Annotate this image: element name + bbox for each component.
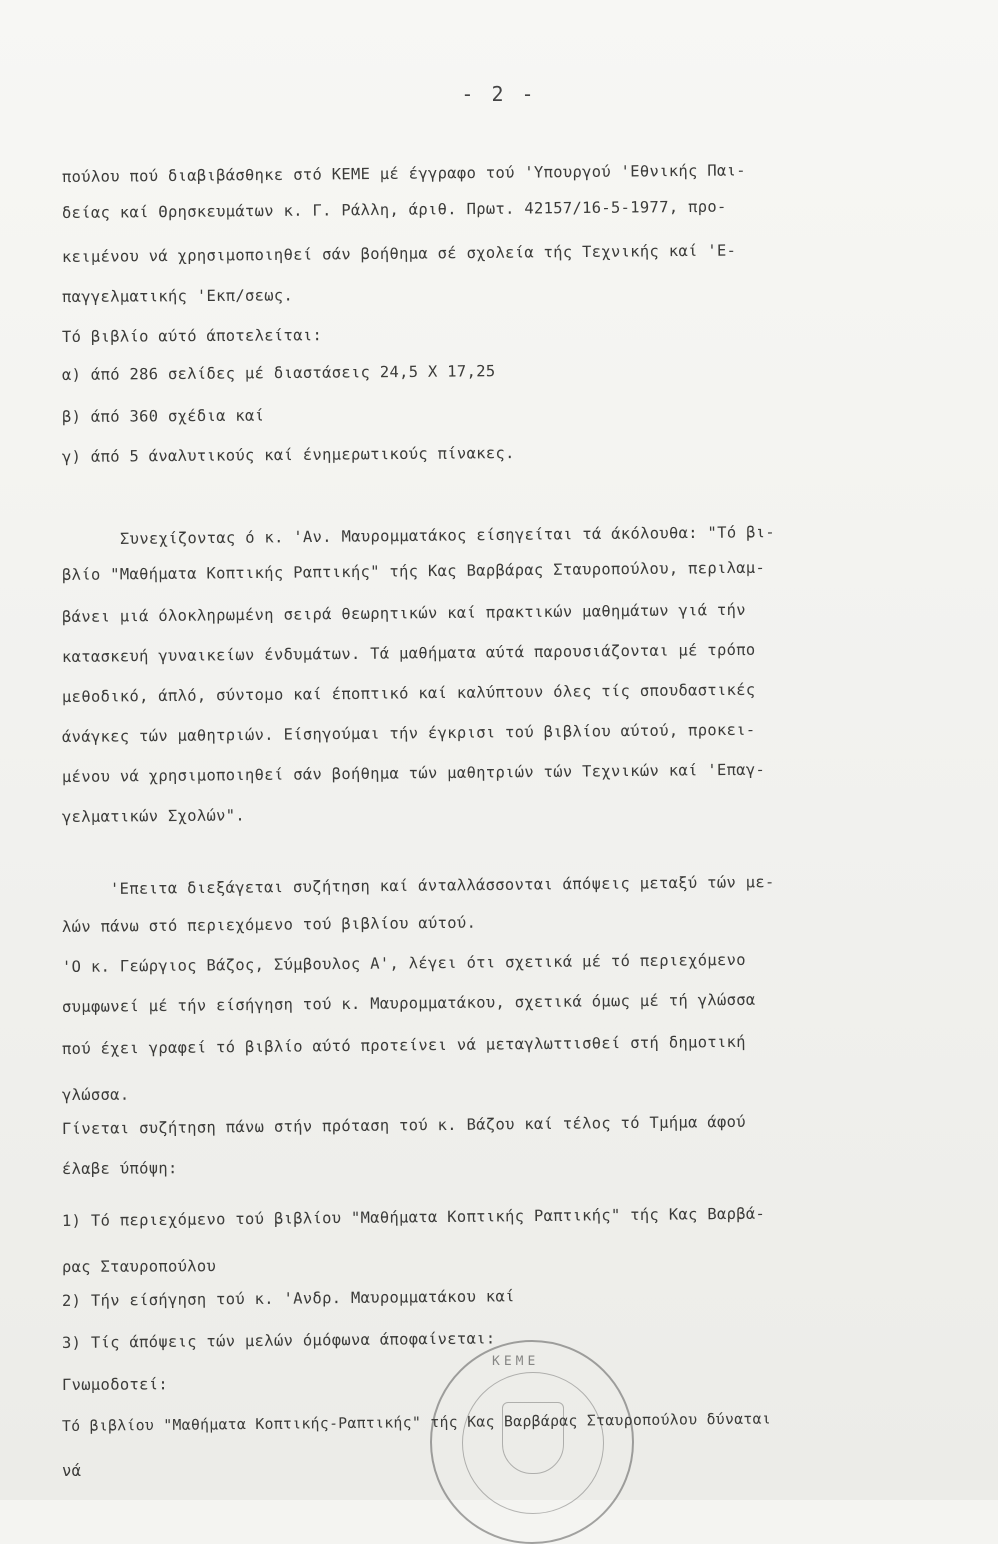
- text-line: ρας Σταυροπούλου: [61, 1257, 217, 1276]
- text-line: Συνεχίζοντας ό κ. 'Αν. Μαυρομματάκος είσηγείται τά άκόλουθα: "Τό βι-: [119, 523, 776, 548]
- text-line: β) άπό 360 σχέδια καί: [61, 406, 265, 426]
- page-number: - 2 -: [461, 82, 537, 106]
- text-line: 1) Τό περιεχόμενο τού βιβλίου "Μαθήματα Κοπτικής Ραπτικής" τής Κας Βαρβά-: [61, 1204, 766, 1230]
- text-line: 3) Τίς άπόψεις τών μελών όμόφωνα άποφαίνεται:: [61, 1329, 496, 1352]
- text-line: βλίο "Μαθήματα Κοπτικής Ραπτικής" τής Κας Βαρβάρας Σταυροπούλου, περιλαμ-: [61, 558, 766, 584]
- text-line: γλώσσα.: [61, 1085, 130, 1104]
- text-line: έλαβε ύπόψη:: [61, 1159, 178, 1178]
- stamp-emblem-icon: [502, 1402, 564, 1474]
- text-line: γελματικών Σχολών".: [61, 806, 246, 826]
- text-line: 2) Τήν είσήγηση τού κ. 'Ανδρ. Μαυρομματάκου καί: [61, 1287, 515, 1310]
- text-line: συμφωνεί μέ τήν είσήγηση τού κ. Μαυρομματάκου, σχετικά όμως μέ τή γλώσσα: [61, 990, 756, 1016]
- text-line: γ) άπό 5 άναλυτικούς καί ένημερωτικούς πίνακες.: [61, 444, 515, 466]
- text-line: πού έχει γραφεί τό βιβλίο αύτό προτείνει νά μεταγλωττισθεί στή δημοτική: [61, 1032, 746, 1058]
- text-line: παγγελματικής 'Εκπ/σεως.: [61, 286, 294, 306]
- text-line: 'Επειτα διεξάγεται συζήτηση καί άνταλλάσσονται άπόψεις μεταξύ τών με-: [109, 873, 775, 898]
- text-line: Γίνεται συζήτηση πάνω στήν πρόταση τού κ. Βάζου καί τέλος τό Τμήμα άφού: [61, 1112, 746, 1138]
- text-line: άνάγκες τών μαθητριών. Είσηγούμαι τήν έγκρισι τού βιβλίου αύτού, προκει-: [61, 720, 756, 746]
- text-line: Τό βιβλίο αύτό άποτελείται:: [61, 326, 323, 346]
- text-line: μεθοδικό, άπλό, σύντομο καί έποπτικό καί καλύπτουν όλες τίς σπουδαστικές: [61, 680, 756, 706]
- text-line: πούλου πού διαβιβάσθηκε στό ΚΕΜΕ μέ έγγραφο τού 'Υπουργού 'Εθνικής Παι-: [61, 161, 746, 186]
- text-line: βάνει μιά όλοκληρωμένη σειρά θεωρητικών καί πρακτικών μαθημάτων γιά τήν: [61, 600, 746, 626]
- official-seal-stamp: [430, 1340, 634, 1544]
- text-line: δείας καί Θρησκευμάτων κ. Γ. Ράλλη, άριθ. Πρωτ. 42157/16-5-1977, προ-: [61, 197, 727, 222]
- text-line: Τό βιβλίου "Μαθήματα Κοπτικής-Ραπτικής" τής Κας Βαρβάρας Σταυροπούλου δύναται: [61, 1410, 772, 1435]
- text-line: κειμένου νά χρησιμοποιηθεί σάν βοήθημα σέ σχολεία τής Τεχνικής καί 'Ε-: [61, 241, 737, 266]
- text-line: μένου νά χρησιμοποιηθεί σάν βοήθημα τών μαθητριών τών Τεχνικών καί 'Επαγ-: [61, 760, 766, 786]
- text-line: 'Ο κ. Γεώργιος Βάζος, Σύμβουλος Α', λέγει ότι σχετικά μέ τό περιεχόμενο: [61, 950, 746, 976]
- text-line: νά: [62, 1462, 82, 1480]
- text-line: λών πάνω στό περιεχόμενο τού βιβλίου αύτού.: [61, 913, 477, 936]
- stamp-text: ΚΕΜΕ: [492, 1354, 540, 1369]
- text-line: κατασκευή γυναικείων ένδυμάτων. Τά μαθήματα αύτά παρουσιάζονται μέ τρόπο: [61, 640, 756, 666]
- text-line: α) άπό 286 σελίδες μέ διαστάσεις 24,5 Χ 17,25: [61, 362, 496, 384]
- text-line: Γνωμοδοτεί:: [61, 1375, 169, 1394]
